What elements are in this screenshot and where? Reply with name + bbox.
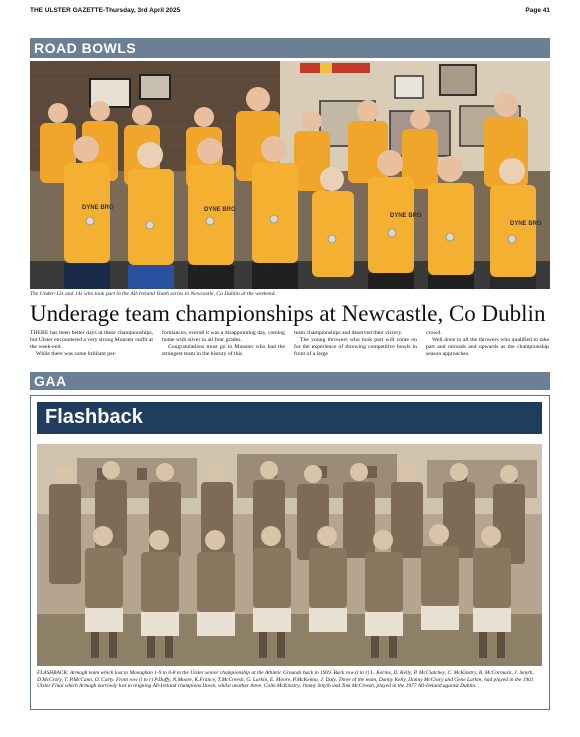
article-paragraph: Well done to all the throwers who qualified to take part and onroads and upwards as the championship season approaches. — [426, 337, 549, 357]
article-paragraph: THERE has been better days at these championships, but Ulster encountered a very strong Munster outfit at the week-end. — [30, 330, 153, 350]
flashback-caption: FLASHBACK: Armagh team which lost to Monaghan 1-9 to 0-8 in the Ulster senior championship at the Athletic Grounds back in 1969. Back row (l to r) L. Kerins, D. Kelly, P. McClatchey, C. McKinstry, B. McCormack, J. Smyth, D.McCrory, T. P.McCann, O. Carty. Front row (l to r) P.Duffy, N.Moore, K.France, T.McCreesh, G. Larkin, E. Moore, P.McKenna, J. Daly. Three of the team, Danny Kelly, Danny McCrory and Gene Larkin, had played in the 1961 Ulster Final which Armagh narrowly lost to reigning All-Ireland champions Down, whilst another three, Colm McKinstry, Jimmy Smyth and Tom McCreesh, played in the 1977 All-Ireland against Dublin. — [37, 670, 534, 690]
armagh-1969-team-photo — [37, 444, 542, 666]
article-paragraph: team championships and deserved their victory. — [294, 330, 403, 336]
flashback-feature — [30, 395, 550, 710]
article-paragraph: The young throwers who took part will come on for the experience of throwing competitive bowls in front of a large — [294, 337, 417, 357]
jersey-sponsor-text: DYNE BRO — [510, 221, 542, 227]
jersey-sponsor-text: DYNE BRO — [390, 213, 422, 219]
article-paragraph: crowd. — [426, 330, 442, 336]
article-column — [426, 330, 549, 358]
article-paragraph: While there was some brilliant per- — [36, 351, 117, 357]
section-title: ROAD BOWLS — [34, 40, 137, 56]
article-paragraph: formances, overall it was a disappointing day, coming home with silver in all four grades. — [162, 330, 285, 343]
article-column — [30, 330, 153, 358]
section-header-gaa — [30, 372, 550, 390]
article-headline: Underage team championships at Newcastle, Co Dublin — [30, 301, 546, 326]
page-number: Page 41 — [525, 7, 550, 14]
jersey-sponsor-text: DYNE BRO — [82, 205, 114, 211]
publication-date: THE ULSTER GAZETTE-Thursday, 3rd April 2025 — [30, 7, 181, 14]
flashback-title-bar — [37, 402, 542, 434]
youth-team-photo — [30, 61, 550, 289]
article-column — [162, 330, 285, 358]
section-header-road-bowls — [30, 38, 550, 58]
jersey-sponsor-text: DYNE BRO — [204, 207, 236, 213]
armagh-team-photo-art — [37, 444, 542, 666]
youth-team-photo-art — [30, 61, 550, 289]
photo-caption: The Under-12s and 14s who took part in the All-Ireland Youth series in Newcastle, Co Dublin at the weekend. — [30, 291, 276, 297]
article-column — [294, 330, 417, 358]
flashback-title: Flashback — [45, 406, 143, 428]
masthead — [30, 4, 550, 18]
article-body — [30, 330, 550, 370]
section-title: GAA — [34, 373, 67, 389]
article-paragraph: Congratulations must go to Munster who had the strongest team in the history of this — [162, 344, 285, 357]
